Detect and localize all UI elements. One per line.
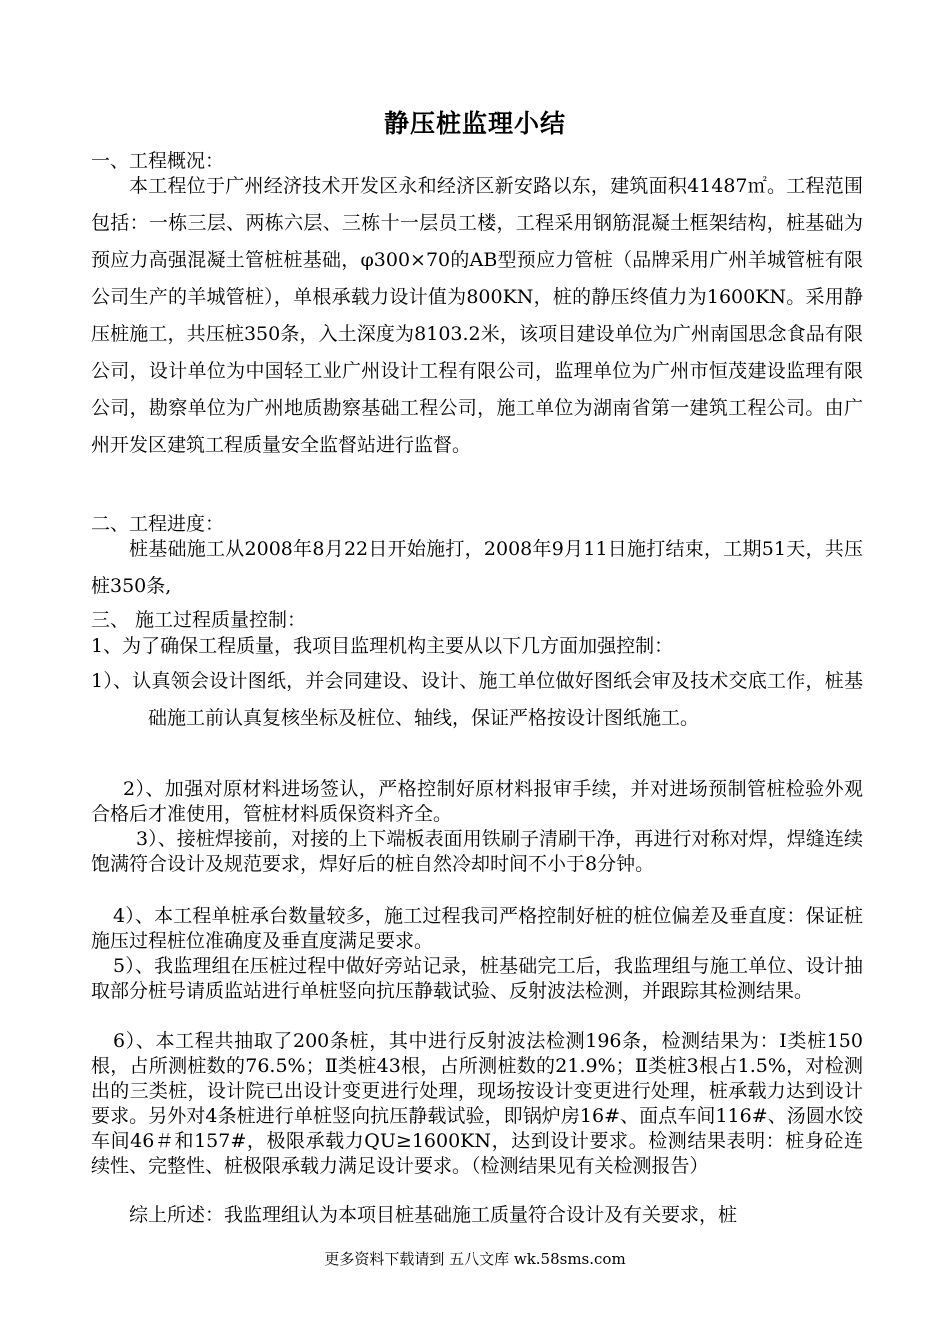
quality-item-4: 4）、本工程单桩承台数量较多，施工过程我司严格控制好桩的桩位偏差及垂直度：保证桩施压过程桩位准确度及垂直度满足要求。 [91, 905, 863, 952]
section-heading-progress: 二、工程进度： [91, 513, 225, 535]
summary-paragraph: 综上所述：我监理组认为本项目桩基础施工质量符合设计及有关要求，桩 [129, 1204, 738, 1226]
footer-link-text: 更多资料下载请到 五八文库 wk.58sms.com [324, 1250, 626, 1268]
quality-item-5: 5）、我监理组在压桩过程中做好旁站记录，桩基础完工后，我监理组与施工单位、设计抽取部分桩号请质监站进行单桩竖向抗压静载试验、反射波法检测，并跟踪其检测结果。 [91, 955, 863, 1002]
section-heading-overview: 一、工程概况： [91, 150, 225, 172]
quality-intro: 1、为了确保工程质量，我项目监理机构主要从以下几方面加强控制： [91, 635, 674, 657]
overview-paragraph: 本工程位于广州经济技术开发区永和经济区新安路以东，建筑面积41487㎡。工程范围包括：一栋三层、两栋六层、三栋十一层员工楼，工程采用钢筋混凝土框架结构，桩基础为预应力高强混凝土管桩桩基础，φ300×70的AB型预应力管桩（品牌采用广州羊城管桩有限公司生产的羊城管桩），单根承载力设计值为800KN，桩的静压终值力为1600KN。采用静压桩施工，共压桩350条，入土深度为8103.2米，该项目建设单位为广州南国思念食品有限公司，设计单位为中国轻工业广州设计工程有限公司，监理单位为广州市恒茂建设监理有限公司，勘察单位为广州地质勘察基础工程公司，施工单位为湖南省第一建筑工程公司。由广州开发区建筑工程质量安全监督站进行监督。 [91, 175, 863, 456]
quality-item-2: 2）、加强对原材料进场签认，严格控制好原材料报审手续，并对进场预制管桩检验外观合格后才准使用，管桩材料质保资料齐全。 [91, 778, 863, 825]
quality-item-1: 1）、认真领会设计图纸，并会同建设、设计、施工单位做好图纸会审及技术交底工作，桩基础施工前认真复核坐标及桩位、轴线，保证严格按设计图纸施工。 [91, 670, 863, 729]
section-heading-quality: 三、 施工过程质量控制： [91, 609, 307, 631]
document-title: 静压桩监理小结 [383, 109, 566, 138]
progress-paragraph: 桩基础施工从2008年8月22日开始施打，2008年9月11日施打结束，工期51天，共压桩350条, [91, 538, 863, 597]
quality-item-3: 3）、接桩焊接前，对接的上下端板表面用铁刷子清刷干净，再进行对称对焊，焊缝连续饱满符合设计及规范要求，焊好后的桩自然冷却时间不小于8分钟。 [91, 828, 863, 875]
quality-item-6: 6）、本工程共抽取了200条桩，其中进行反射波法检测196条，检测结果为：Ⅰ类桩150根，占所测桩数的76.5%；Ⅱ类桩43根，占所测桩数的21.9%；Ⅱ类桩3根占1.5%，对检测出的三类桩，设计院已出设计变更进行处理，现场按设计变更进行处理，桩承载力达到设计要求。另外对4条桩进行单桩竖向抗压静载试验，即锅炉房16#、面点车间116#、汤圆水饺车间46＃和157#，极限承载力QU≥1600KN，达到设计要求。检测结果表明：桩身砼连续性、完整性、桩极限承载力满足设计要求。（检测结果见有关检测报告） [91, 1030, 863, 1177]
